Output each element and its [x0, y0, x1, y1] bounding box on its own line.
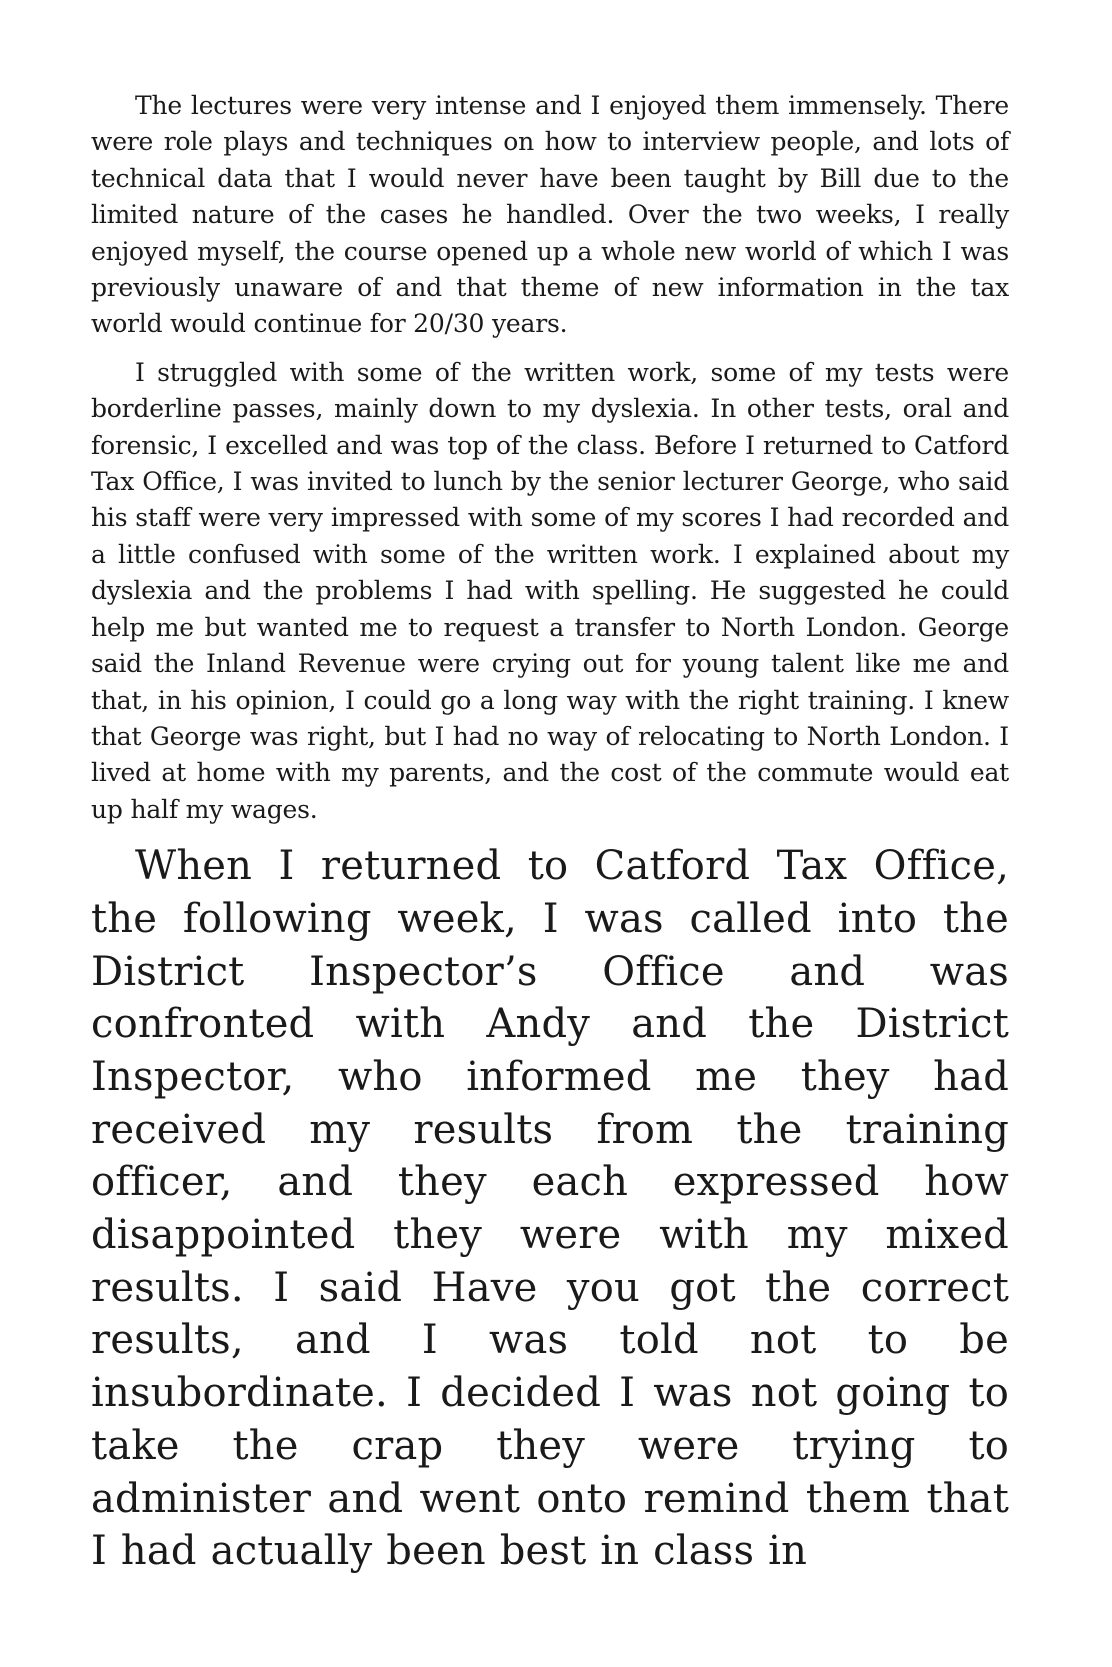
paragraph-lectures: The lectures were very intense and I enjoyed them immensely. There were role plays and techniques on how to interview people, and lots of technical data that I would never have been taught by Bill due to the limited nature of the cases he handled. Over the two weeks, I really enjoyed myself, the course opened up a whole new world of which I was previously unaware of and that theme of new information in the tax world would continue for 20/30 years.	[91, 91, 1009, 339]
paragraph-returned-catford: When I returned to Catford Tax Office, the following week, I was called into the District Inspector’s Office and was confronted with Andy and the District Inspector, who informed me they had received my results from the training officer, and they each expressed how disappointed they were with my mixed results. I said Have you got the correct results, and I was told not to be insubordinate. I decided I was not going to take the crap they were trying to administer and went onto remind them that I had actually been best in class in	[91, 843, 1009, 1575]
document-page	[91, 88, 1009, 1578]
paragraph-written-work: I struggled with some of the written work, some of my tests were borderline passes, mainly down to my dyslexia. In other tests, oral and forensic, I excelled and was top of the class. Before I returned to Catford Tax Office, I was invited to lunch by the senior lecturer George, who said his staff were very impressed with some of my scores I had recorded and a little confused with some of the written work. I explained about my dyslexia and the problems I had with spelling. He suggested he could help me but wanted me to request a transfer to North London. George said the Inland Revenue were crying out for young talent like me and that, in his opinion, I could go a long way with the right training. I knew that George was right, but I had no way of relocating to North London. I lived at home with my parents, and the cost of the commute would eat up half my wages.	[91, 357, 1009, 824]
